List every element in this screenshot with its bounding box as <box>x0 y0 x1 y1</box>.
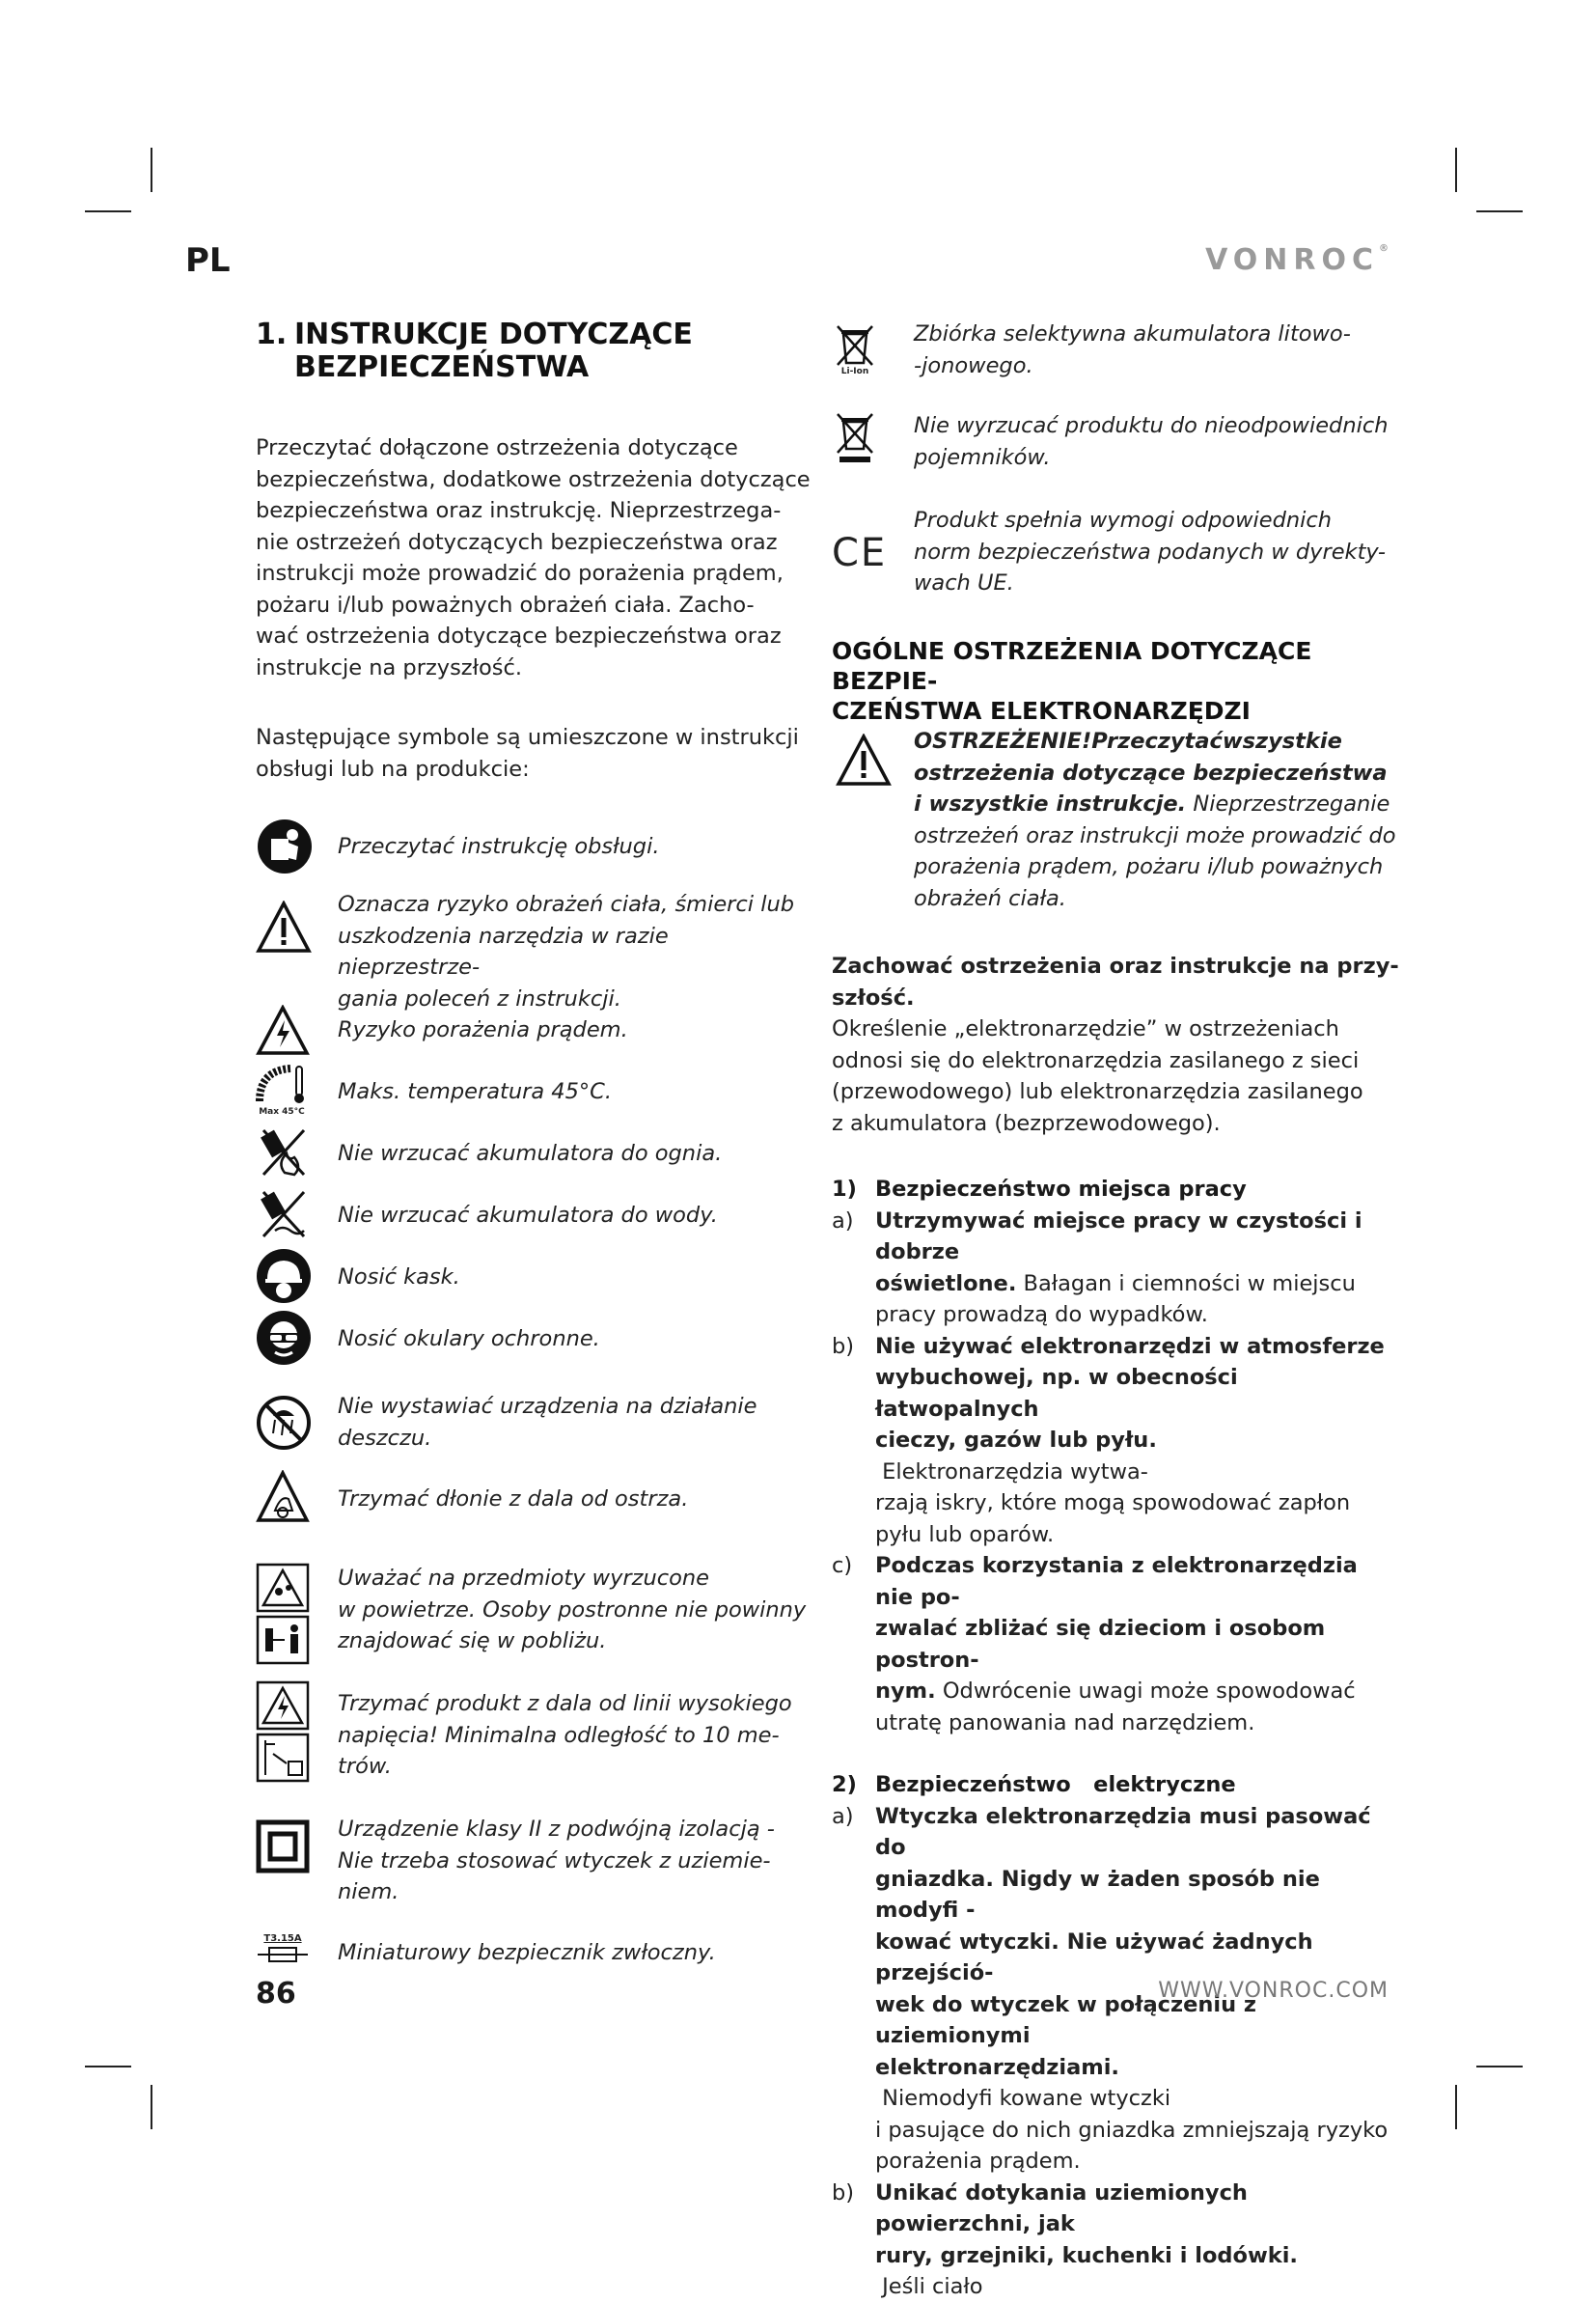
text-line: deszczu. <box>338 1425 432 1451</box>
ce-mark-text: CE <box>832 531 888 575</box>
symbol-row <box>256 1387 811 1480</box>
crop-mark <box>151 2085 152 2129</box>
text-normal: Bałagan i ciemności w miejscu <box>1016 1270 1356 1296</box>
text-line: Uważać na przedmioty wyrzucone <box>338 1566 709 1591</box>
symbols-intro <box>256 722 811 785</box>
text-line: wać ostrzeżenia dotyczące bezpieczeństwa oraz <box>256 624 782 649</box>
symbol-row <box>256 1323 811 1387</box>
symbol-text: Ryzyko porażenia prądem. <box>338 1017 628 1042</box>
section-number: 1) <box>832 1177 857 1202</box>
symbol-row <box>256 1814 811 1937</box>
text-line: Produkt spełnia wymogi odpowiednich <box>914 508 1332 533</box>
website-url: WWW.VONROC.COM <box>1158 1979 1389 2003</box>
text-line: Przeczytać dołączone ostrzeżenia dotyczące <box>256 435 738 460</box>
text-line <box>875 2178 1401 2240</box>
text-line: Określenie „elektronarzędzie” w ostrzeżeniach <box>832 1016 1339 1041</box>
section-heading <box>832 1174 1401 1206</box>
crop-mark <box>1476 2066 1523 2067</box>
text-line: CZEŃSTWA ELEKTRONARZĘDZI <box>832 697 1251 725</box>
warning-triangle-icon <box>836 734 892 791</box>
list-item <box>832 2178 1401 2303</box>
right-column <box>832 319 1401 2303</box>
symbol-row <box>256 887 811 1014</box>
section-heading-text: Bezpieczeństwo elektryczne <box>875 1772 1236 1797</box>
warning-triangle-icon <box>256 901 312 955</box>
item-letter: a) <box>832 1207 854 1234</box>
symbol-row <box>256 1563 811 1680</box>
text-bold: zwalać zbliżać się dzieciom i osobom postron- <box>875 1616 1326 1673</box>
text-bold: nym. <box>875 1679 936 1704</box>
symbol-row <box>256 1933 811 1985</box>
icon-label: Li-Ion <box>840 367 869 376</box>
text-bold: Wtyczka elektronarzędzia musi pasować do <box>875 1803 1371 1860</box>
text-line <box>875 1425 1401 1487</box>
text-bold: Unikać dotykania uziemionych powierzchni, jak <box>875 2179 1248 2236</box>
text-line: bezpieczeństwa, dodatkowe ostrzeżenia dotyczące <box>256 466 811 492</box>
text-line <box>875 1299 1401 1331</box>
text-line: Urządzenie klasy II z podwójną izolacją - <box>338 1817 775 1842</box>
text-bold: gniazdka. Nigdy w żaden sposób nie modyfi - <box>875 1866 1320 1923</box>
text-line: (przewodowego) lub elektronarzędzia zasilanego <box>832 1079 1363 1104</box>
text-bold: oświetlone. <box>875 1270 1017 1296</box>
left-column <box>256 319 811 1985</box>
text-normal: Niemodyfi kowane wtyczki <box>875 2086 1171 2111</box>
no-fire-icon <box>256 1124 310 1179</box>
symbol-row <box>256 1138 811 1200</box>
crop-mark <box>1476 210 1523 212</box>
title-line: BEZPIECZEŃSTWA <box>294 350 590 384</box>
symbol-text: Nie wrzucać akumulatora do ognia. <box>338 1141 723 1166</box>
text-line <box>875 1801 1401 1864</box>
text-line <box>875 1864 1401 1927</box>
text-line: odnosi się do elektronarzędzia zasilanego z sieci <box>832 1047 1360 1073</box>
symbol-text: Nosić okulary ochronne. <box>338 1326 600 1351</box>
text-line <box>875 2052 1401 2115</box>
list-item <box>832 1331 1401 1551</box>
text-line: ostrzeżenia dotyczące bezpieczeństwa <box>914 760 1388 786</box>
symbol-text <box>914 505 1401 599</box>
fuse-icon <box>256 1933 310 1965</box>
symbol-row <box>256 1480 811 1563</box>
section-heading <box>832 1769 1401 1801</box>
icon-label: Max 45°C <box>259 1107 305 1117</box>
text-line: instrukcje na przyszłość. <box>256 654 523 680</box>
hand-blade-icon <box>256 1470 310 1524</box>
text-bold: Podczas korzystania z elektronarzędzia nie po- <box>875 1553 1358 1610</box>
symbol-row <box>256 1076 811 1138</box>
text-bold: Nie używać elektronarzędzi w atmosferze <box>875 1333 1385 1359</box>
text-normal: pyłu lub oparów. <box>875 1521 1055 1547</box>
text-line: Nie trzeba stosować wtyczek z uziemie- <box>338 1847 771 1873</box>
symbol-text <box>338 1563 811 1657</box>
list-item <box>832 1550 1401 1738</box>
crop-mark <box>85 2066 131 2067</box>
max-temperature-icon <box>256 1063 308 1117</box>
item-letter: c) <box>832 1553 853 1578</box>
list-item <box>832 1206 1401 1331</box>
text-line <box>875 1550 1401 1613</box>
text-line: -jonowego. <box>914 352 1033 378</box>
symbol-text <box>338 1391 811 1454</box>
high-voltage-distance-icon <box>256 1680 310 1783</box>
warning-text <box>914 726 1401 914</box>
helmet-icon <box>256 1248 312 1304</box>
general-warning <box>832 726 1401 914</box>
text-line: trów. <box>338 1754 392 1779</box>
text-line <box>875 1519 1401 1551</box>
symbol-text: Przeczytać instrukcję obsługi. <box>338 834 660 859</box>
text-line: OGÓLNE OSTRZEŻENIA DOTYCZĄCE BEZPIE- <box>832 637 1312 695</box>
symbol-row <box>256 1014 811 1076</box>
text-line: Zachować ostrzeżenia oraz instrukcje na przy- <box>832 954 1399 979</box>
text-normal: Elektronarzędzia wytwa- <box>875 1458 1148 1484</box>
li-ion-recycle-icon <box>832 322 878 376</box>
definition-paragraph <box>832 1013 1401 1139</box>
text-line: znajdować się w pobliżu. <box>338 1628 607 1653</box>
symbol-row <box>256 812 811 887</box>
symbol-text <box>338 1688 811 1783</box>
class-two-icon <box>256 1819 310 1873</box>
text-line: norm bezpieczeństwa podanych w dyrekty- <box>914 539 1387 565</box>
text-line <box>875 2146 1401 2178</box>
electric-shock-icon <box>256 1005 310 1057</box>
symbol-text <box>914 410 1401 473</box>
text-line: w powietrze. Osoby postronne nie powinny <box>338 1596 807 1623</box>
text-line <box>875 1707 1401 1739</box>
text-bold: elektronarzędziami. <box>875 2054 1119 2080</box>
weee-bin-icon <box>832 410 878 464</box>
text-line: nie ostrzeżeń dotyczących bezpieczeństwa oraz <box>256 529 778 555</box>
symbol-text <box>338 889 811 1014</box>
symbol-row <box>832 410 1401 505</box>
language-code: PL <box>185 241 231 280</box>
text-line <box>875 2115 1401 2147</box>
text-line <box>875 1206 1401 1268</box>
general-warnings-title <box>832 636 1401 726</box>
text-line: niem. <box>338 1879 399 1904</box>
text-line: Oznacza ryzyko obrażeń ciała, śmierci lub <box>338 892 794 917</box>
no-rain-icon <box>256 1395 312 1451</box>
symbol-row <box>832 505 1401 636</box>
text-bold: wek do wtyczek w połączeniu z uziemionymi <box>875 1991 1257 2048</box>
text-line: OSTRZEŻENIE!Przeczytaćwszystkie <box>914 729 1342 754</box>
flying-objects-icon <box>256 1563 310 1665</box>
text-bold: i wszystkie instrukcje. <box>914 791 1187 817</box>
item-letter: b) <box>832 1333 855 1359</box>
text-line <box>875 1268 1401 1300</box>
text-line: napięcia! Minimalna odległość to 10 me- <box>338 1722 780 1748</box>
text-line <box>875 1676 1401 1707</box>
text-line <box>875 1362 1401 1425</box>
no-water-icon <box>256 1186 310 1240</box>
text-line: Nie wyrzucać produktu do nieodpowiednich <box>914 413 1389 438</box>
section-number: 1. <box>256 318 288 351</box>
item-letter: b) <box>832 2179 855 2206</box>
safety-section <box>832 1174 1401 1738</box>
symbol-text: Miniaturowy bezpiecznik zwłoczny. <box>338 1940 716 1965</box>
crop-mark <box>1455 2085 1457 2129</box>
text-line: Trzymać produkt z dala od linii wysokiego <box>338 1691 792 1716</box>
text-normal: utratę panowania nad narzędziem. <box>875 1709 1255 1735</box>
symbol-row <box>256 1262 811 1323</box>
crop-mark <box>1455 148 1457 192</box>
item-letter: a) <box>832 1803 854 1829</box>
text-line: obrażeń ciała. <box>914 885 1066 911</box>
symbol-row <box>256 1200 811 1262</box>
text-normal: Nieprzestrzeganie <box>1186 791 1390 817</box>
text-bold: wybuchowej, np. w obecności łatwopalnych <box>875 1365 1238 1422</box>
text-bold: cieczy, gazów lub pyłu. <box>875 1428 1157 1453</box>
symbol-text <box>338 1814 811 1908</box>
symbol-text <box>914 319 1401 381</box>
text-line <box>875 1487 1401 1519</box>
icon-label: T3.15A <box>263 1933 302 1944</box>
text-line: obsługi lub na produkcie: <box>256 756 530 782</box>
text-line: instrukcji może prowadzić do porażenia prądem, <box>256 561 784 586</box>
text-line <box>875 1331 1401 1363</box>
text-line: pożaru i/lub poważnych obrażeń ciała. Zacho- <box>256 592 755 618</box>
text-line: Zbiórka selektywna akumulatora litowo- <box>914 321 1351 347</box>
text-normal: porażenia prądem. <box>875 2149 1081 2174</box>
intro-paragraph <box>256 432 811 683</box>
symbol-text: Maks. temperatura 45°C. <box>338 1079 613 1104</box>
ce-mark-icon <box>832 531 888 575</box>
text-line <box>914 789 1401 820</box>
section-number: 2) <box>832 1772 857 1797</box>
text-line: ostrzeżeń oraz instrukcji może prowadzić do <box>914 822 1396 848</box>
text-line: porażenia prądem, pożaru i/lub poważnych <box>914 854 1384 879</box>
safety-section <box>832 1769 1401 2303</box>
crop-mark <box>151 148 152 192</box>
text-normal: Jeśli ciało <box>875 2274 983 2299</box>
crop-mark <box>85 210 131 212</box>
section-title <box>256 319 811 384</box>
safety-goggles-icon <box>256 1310 312 1366</box>
text-line: uszkodzenia narzędzia w razie nieprzestrze- <box>338 923 669 980</box>
text-bold: Utrzymywać miejsce pracy w czystości i dobrze <box>875 1207 1362 1264</box>
text-line: pojemników. <box>914 444 1051 470</box>
text-normal: Odwrócenie uwagi może spowodować <box>935 1679 1356 1704</box>
text-bold: rury, grzejniki, kuchenki i lodówki. <box>875 2242 1298 2268</box>
text-normal: i pasujące do nich gniazdka zmniejszają ryzyko <box>875 2117 1389 2143</box>
text-line: Następujące symbole są umieszczone w instrukcji <box>256 725 799 750</box>
symbol-text: Trzymać dłonie z dala od ostrza. <box>338 1486 689 1512</box>
text-line: szłość. <box>832 985 915 1011</box>
text-line <box>875 2240 1401 2303</box>
text-line: z akumulatora (bezprzewodowego). <box>832 1110 1221 1136</box>
symbol-text: Nosić kask. <box>338 1264 460 1290</box>
title-line: INSTRUKCJE DOTYCZĄCE <box>294 318 693 351</box>
text-line: Nie wystawiać urządzenia na działanie <box>338 1394 757 1419</box>
brand-logo-text: VONROC <box>1205 243 1379 277</box>
registered-mark: ® <box>1379 243 1389 254</box>
text-line: gania poleceń z instrukcji. <box>338 985 621 1012</box>
brand-logo <box>1205 243 1389 277</box>
symbol-row <box>256 1680 811 1814</box>
keep-instructions <box>832 951 1401 1013</box>
text-line <box>875 1613 1401 1676</box>
text-normal: pracy prowadzą do wypadków. <box>875 1302 1208 1327</box>
page-number: 86 <box>256 1977 296 2011</box>
text-normal: rzają iskry, które mogą spowodować zapłon <box>875 1490 1351 1515</box>
symbol-row <box>832 319 1401 410</box>
symbol-text: Nie wrzucać akumulatora do wody. <box>338 1203 718 1228</box>
section-heading-text: Bezpieczeństwo miejsca pracy <box>875 1177 1247 1202</box>
text-bold: kować wtyczki. Nie używać żadnych przejśció- <box>875 1928 1313 1985</box>
read-manual-icon <box>256 818 314 875</box>
text-line: wach UE. <box>914 570 1014 596</box>
text-line: bezpieczeństwa oraz instrukcję. Nieprzestrzega- <box>256 498 782 523</box>
